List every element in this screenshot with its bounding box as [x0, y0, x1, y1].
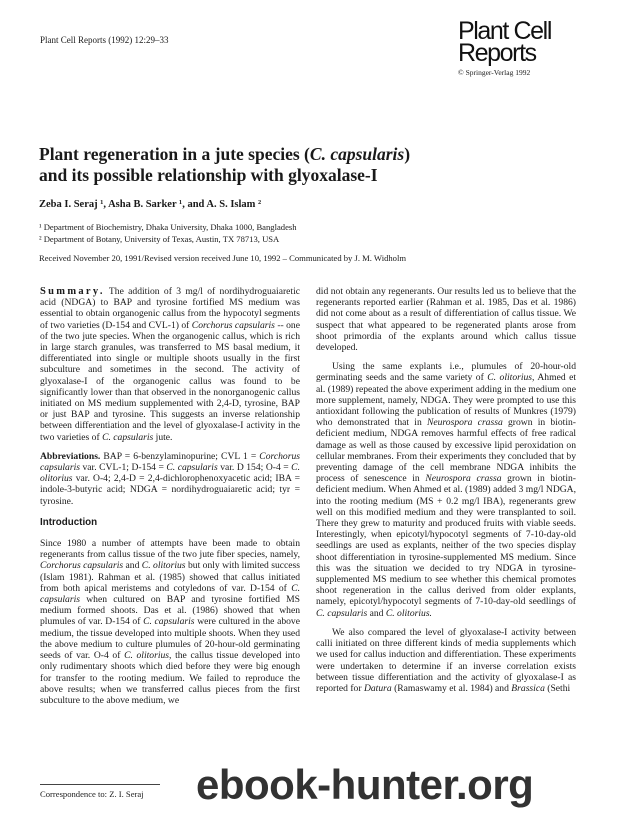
abbreviations-paragraph: Abbreviations. BAP = 6-benzylaminopurine; CVL 1 = Corchorus capsularis var. CVL-1; D-154 = C. capsularis var. D 154; O-4 = C. olitorius var. O-4; 2,4-D = 2,4-dichlorophenoxyacetic acid; IBA = indole-3-butyric acid; NDGA = nordihydroguaiaretic acid; tyr = tyrosine.: [40, 450, 300, 507]
title-part2: and its possible relationship with glyoxalase-I: [39, 165, 378, 185]
watermark-text: ebook-hunter.org: [196, 761, 534, 808]
journal-reference: Plant Cell Reports (1992) 12:29–33: [40, 35, 169, 45]
article-title: [39, 144, 559, 186]
title-part1-end: ): [404, 144, 411, 164]
correspondence-note: Correspondence to: Z. I. Seraj: [40, 789, 144, 799]
affiliations: [39, 221, 297, 245]
author-list: Zeba I. Seraj ¹, Asha B. Sarker ¹, and A. S. Islam ²: [39, 199, 262, 210]
title-part1: Plant regeneration in a jute species (: [39, 144, 310, 164]
introduction-heading: Introduction: [40, 516, 98, 528]
abbreviations-heading: Abbreviations.: [40, 450, 101, 462]
title-italic-species: C. capsularis: [309, 144, 405, 164]
journal-logo-line2: Reports: [458, 39, 536, 67]
journal-logo-line1: Plant Cell: [458, 17, 551, 45]
summary-paragraph: Summary. The addition of 3 mg/l of nordihydroguaiaretic acid (NDGA) to BAP and tyrosine fortified MS medium was essential to obtain organogenic callus from the hypocotyl segments of two varieties (D-154 and CVL-1) of Corchorus capsularis -- one of the two jute species. When the organogenic callus, which is rich in large starch granules, was transferred to MS basal medium, it differentiated into single or multiple shoots usually in the first subculture and sometimes in the second. The activity of glyoxalase-I of the organogenic callus was found to be significantly lower than that observed in the nonorganogenic callus initiated on MS medium supplemented with 2,4-D, tyrosine, BAP or just BAP and tyrosine. This suggests an inverse relationship between differentiation and the level of glyoxalase-I activity in the two varieties of C. capsularis jute.: [40, 286, 300, 443]
affiliation-2: ² Department of Botany, University of Texas, Austin, TX 78713, USA: [39, 234, 280, 244]
received-dates: Received November 20, 1991/Revised version received June 10, 1992 – Communicated by J. M. Widholm: [39, 253, 407, 263]
body-paragraph-2: Using the same explants i.e., plumules of 20-hour-old germinating seeds and the same variety of C. olitorius, Ahmed et al. (1989) repeated the above experiment adding in the medium one more supplement, namely, NDGA. They were prompted to use this antioxidant following the publication of results of Munkres (1979) who demonstrated that in Neurospora crassa grown in biotin-deficient medium, NDGA removes harmful effects of free radical damage as well as those caused by excessive lipid peroxidation on cellular membranes. From their experiments they concluded that by preventing damage of the cell membrane NDGA inhibits the process of senescence in Neurospora crassa grown in biotin-deficient medium. When Ahmed et al. (1989) added 3 mg/l NDGA, into the rooting medium (MS + 0.2 mg/l IBA), regenerants grew well on this modified medium and they were transplanted to soil. There they grew to maturity and produced fruits with viable seeds. Interestingly, when epicotyl/hypocotyl segments of 7-10-day-old seedlings are used as explants, neither of the two species display shoot differentiation in tyrosine-supplemented MS medium. Since this was the situation we decided to try NDGA in tyrosine-supplemented MS medium to see whether this chemical promotes shoot regeneration in the callus derived from older explants, namely, epicotyl/hypocotyl segments of 7-10-day-old seedlings of C. capsularis and C. olitorius.: [316, 361, 577, 619]
journal-logo: [458, 17, 598, 77]
copyright-notice: © Springer-Verlag 1992: [458, 68, 531, 77]
right-column: [316, 286, 576, 700]
summary-heading: Summary.: [40, 286, 105, 297]
footnote-divider: [40, 784, 160, 785]
affiliation-1: ¹ Department of Biochemistry, Dhaka University, Dhaka 1000, Bangladesh: [39, 222, 297, 232]
body-paragraph-3: We also compared the level of glyoxalase-I activity between calli initiated on three different kinds of media supplements which we used for callus induction and differentiation. These experiments were undertaken to determine if an inverse correlation exists between tissue differentiation and the activity of glyoxalase-I as reported for Datura (Ramaswamy et al. 1984) and Brassica (Sethi: [316, 626, 576, 694]
left-column: [40, 286, 300, 712]
introduction-paragraph: Since 1980 a number of attempts have been made to obtain regenerants from callus tissue of the two jute fiber species, namely, Corchorus capsularis and C. olitorius but only with limited success (Islam 1981). Rahman et al. (1985) showed that callus initiated from both apical meristems and cotyledons of var. D-154 of C. capsularis when cultured on BAP and tyrosine fortified MS medium formed shoots. Das et al. (1986) showed that when plumules of var. D-154 of C. capsularis were cultured in the above medium, the tissue developed into multiple shoots. When they used the above medium to culture plumules of 20-hour-old germinating seeds of var. O-4 of C. olitorius, the callus tissue developed into only rudimentary shoots which died before they were big enough for transfer to the rooting medium. We failed to reproduce the above results; when we transferred callus pieces from the first subculture to the above medium, we: [40, 538, 300, 706]
body-paragraph-1: did not obtain any regenerants. Our results led us to believe that the regenerants reported earlier (Rahman et al. 1985, Das et al. 1986) did not come about as a result of differentiation of callus tissue. We suspect that what appeared to be regenerated plants arose from shoot primordia of the explants around which callus tissue developed.: [316, 286, 576, 354]
